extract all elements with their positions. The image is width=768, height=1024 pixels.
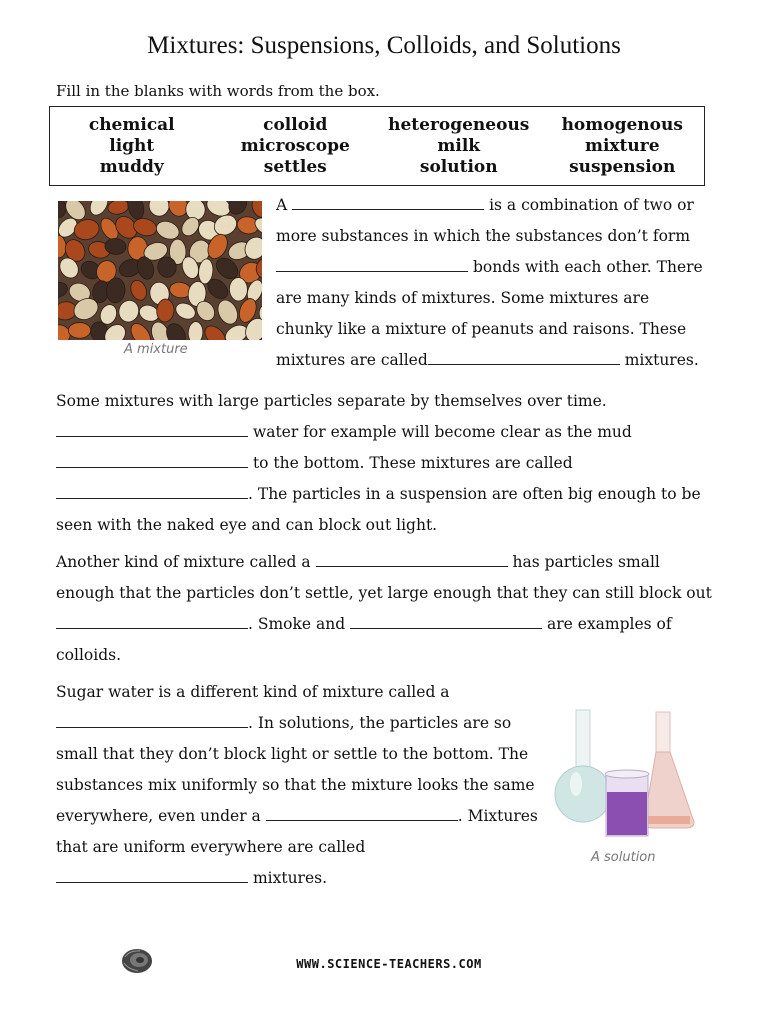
paragraph-1 xyxy=(276,190,716,376)
footer-url[interactable]: WWW.SCIENCE-TEACHERS.COM xyxy=(296,957,482,971)
word-bank-word: heterogeneous xyxy=(388,115,530,135)
solution-photo xyxy=(552,704,702,844)
text: chunky like a mixture of peanuts and raisons. These xyxy=(276,320,687,338)
text: . Smoke and xyxy=(248,615,346,633)
text: that are uniform everywhere are called xyxy=(56,838,366,856)
mixture-nuts-illustration xyxy=(58,201,262,340)
word-bank-word: light xyxy=(109,136,155,156)
text: . Mixtures xyxy=(457,807,538,825)
text: Another kind of mixture called a xyxy=(56,553,311,571)
blank-field[interactable] xyxy=(316,548,508,567)
word-bank-word: solution xyxy=(419,157,498,177)
blank-field[interactable] xyxy=(56,864,248,883)
word-bank-column xyxy=(377,115,541,185)
word-bank-word: microscope xyxy=(240,136,350,156)
word-bank-word: muddy xyxy=(99,157,164,177)
text: has particles small xyxy=(512,553,660,571)
word-bank-word: milk xyxy=(437,136,481,156)
nut-shape xyxy=(68,323,90,339)
word-bank-word: chemical xyxy=(88,115,175,135)
page-title: Mixtures: Suspensions, Colloids, and Solutions xyxy=(147,32,621,59)
blank-field[interactable] xyxy=(266,802,458,821)
blank-field[interactable] xyxy=(428,346,620,365)
text: colloids. xyxy=(56,646,122,664)
text: water for example will become clear as the mud xyxy=(252,423,632,441)
paragraph-3 xyxy=(56,547,746,671)
paragraph-2 xyxy=(56,386,736,541)
text: A xyxy=(276,196,288,214)
text: is a combination of two or xyxy=(489,196,694,214)
blank-field[interactable] xyxy=(292,191,484,210)
text: are examples of xyxy=(547,615,672,633)
word-bank-column xyxy=(541,115,705,185)
instructions: Fill in the blanks with words from the box. xyxy=(56,82,380,100)
text: everywhere, even under a xyxy=(56,807,261,825)
word-bank-column xyxy=(50,115,214,185)
mixture-photo xyxy=(58,201,262,340)
word-bank-word: suspension xyxy=(569,157,676,177)
word-bank-word: homogenous xyxy=(561,115,683,135)
text: are many kinds of mixtures. Some mixtures are xyxy=(276,289,650,307)
blank-field[interactable] xyxy=(56,480,248,499)
text: substances mix uniformly so that the mixture looks the same xyxy=(56,776,535,794)
word-bank-word: colloid xyxy=(263,115,328,135)
blank-field[interactable] xyxy=(56,449,248,468)
solution-caption: A solution xyxy=(591,850,656,865)
nut-shape xyxy=(229,277,248,301)
text: enough that the particles don’t settle, yet large enough that they can still block out xyxy=(56,584,712,602)
text: Some mixtures with large particles separate by themselves over time. xyxy=(56,392,607,410)
text: . The particles in a suspension are often big enough to be xyxy=(248,485,701,503)
blank-field[interactable] xyxy=(276,253,468,272)
blank-field[interactable] xyxy=(56,610,248,629)
word-bank-word: settles xyxy=(263,157,327,177)
word-bank xyxy=(49,106,705,186)
text: more substances in which the substances don’t form xyxy=(276,227,691,245)
blank-field[interactable] xyxy=(56,418,248,437)
flasks-illustration xyxy=(552,704,702,844)
paragraph-4 xyxy=(56,677,546,894)
text: seen with the naked eye and can block out light. xyxy=(56,516,438,534)
mixture-caption: A mixture xyxy=(124,342,188,357)
text: to the bottom. These mixtures are called xyxy=(252,454,573,472)
blank-field[interactable] xyxy=(350,610,542,629)
text: Sugar water is a different kind of mixture called a xyxy=(56,683,450,701)
blank-field[interactable] xyxy=(56,709,248,728)
text: mixtures. xyxy=(252,869,328,887)
text: . In solutions, the particles are so xyxy=(248,714,512,732)
text: bonds with each other. There xyxy=(472,258,703,276)
text: mixtures. xyxy=(624,351,699,369)
word-bank-word: mixture xyxy=(584,136,660,156)
text: small that they don’t block light or settle to the bottom. The xyxy=(56,745,529,763)
text: mixtures are called xyxy=(276,351,428,369)
word-bank-column xyxy=(214,115,378,185)
